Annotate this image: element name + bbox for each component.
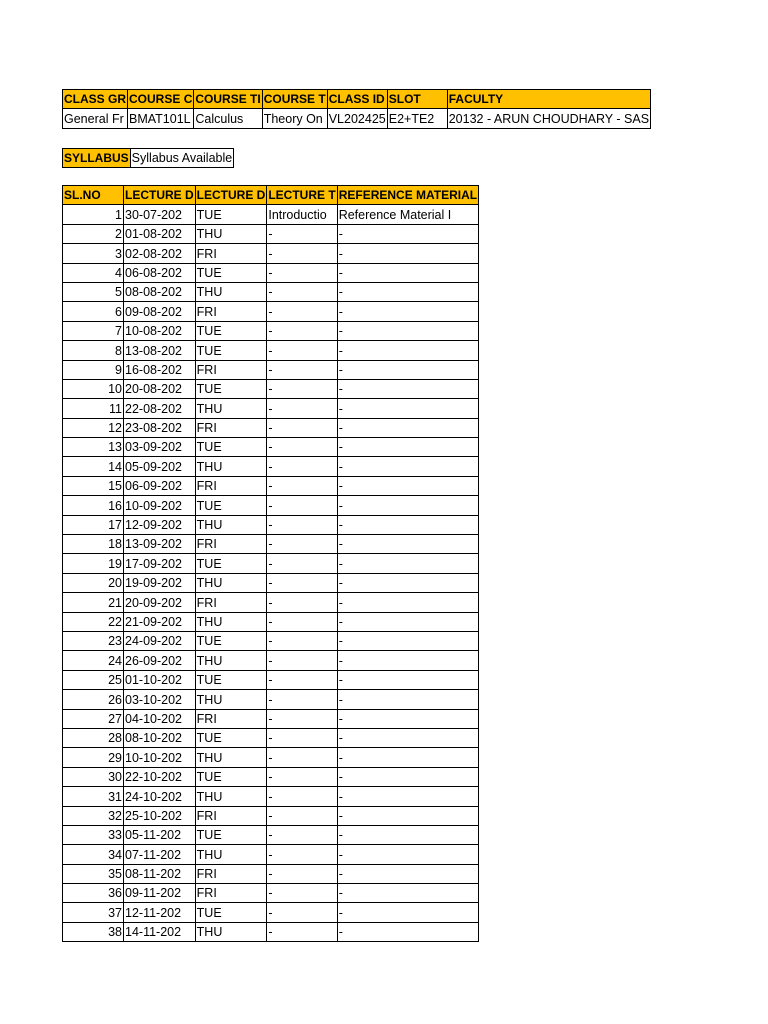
- lecture-topic-cell: -: [267, 418, 337, 437]
- reference-material-cell: [337, 476, 478, 495]
- lecture-date-cell: 07-11-202: [124, 845, 196, 864]
- lecture-topic-cell: -: [267, 341, 337, 360]
- reference-material-text: -: [338, 362, 343, 377]
- lecture-date-cell: 20-08-202: [124, 379, 196, 398]
- header-lecture-topic: LECTURE T: [267, 186, 337, 205]
- sl-no-cell: 18: [63, 535, 124, 554]
- lecture-date-cell: 03-10-202: [124, 690, 196, 709]
- lecture-day-cell: TUE: [195, 554, 267, 573]
- table-row: [63, 496, 479, 515]
- lecture-topic-cell: -: [267, 224, 337, 243]
- lecture-day-cell: FRI: [195, 709, 267, 728]
- lecture-topic-cell: Introductio: [267, 205, 337, 224]
- lecture-topic-cell: -: [267, 593, 337, 612]
- lecture-day-cell: THU: [195, 651, 267, 670]
- lecture-date-cell: 06-08-202: [124, 263, 196, 282]
- lecture-day-cell: TUE: [195, 379, 267, 398]
- lecture-day-cell: TUE: [195, 825, 267, 844]
- header-course-title: COURSE TI: [194, 90, 262, 109]
- lecture-topic-cell: -: [267, 767, 337, 786]
- table-row: [63, 787, 479, 806]
- sl-no-cell: 10: [63, 379, 124, 398]
- header-lecture-day: LECTURE D: [195, 186, 267, 205]
- sl-no-cell: 36: [63, 884, 124, 903]
- lecture-topic-cell: -: [267, 845, 337, 864]
- lecture-topic-cell: -: [267, 535, 337, 554]
- reference-material-text: -: [338, 808, 343, 823]
- sl-no-cell: 21: [63, 593, 124, 612]
- reference-material-text: -: [338, 401, 343, 416]
- lecture-body: [63, 205, 479, 942]
- lecture-day-cell: FRI: [195, 593, 267, 612]
- reference-material-text: -: [338, 653, 343, 668]
- sl-no-cell: 30: [63, 767, 124, 786]
- course-info-header-row: [63, 90, 651, 109]
- sl-no-cell: 35: [63, 864, 124, 883]
- course-info-value-row: [63, 109, 651, 128]
- lecture-date-cell: 08-08-202: [124, 282, 196, 301]
- lecture-date-cell: 17-09-202: [124, 554, 196, 573]
- course-code-value: BMAT101L: [128, 109, 194, 128]
- lecture-topic-cell: -: [267, 728, 337, 747]
- lecture-date-cell: 01-10-202: [124, 670, 196, 689]
- sl-no-cell: 22: [63, 612, 124, 631]
- reference-material-cell: [337, 341, 478, 360]
- lecture-topic-cell: -: [267, 573, 337, 592]
- lecture-topic-cell: -: [267, 457, 337, 476]
- lecture-topic-cell: -: [267, 515, 337, 534]
- syllabus-value: [130, 149, 234, 168]
- reference-material-text: -: [338, 789, 343, 804]
- reference-material-cell: [337, 670, 478, 689]
- reference-material-cell: [337, 515, 478, 534]
- lecture-topic-cell: -: [267, 399, 337, 418]
- header-lecture-date: LECTURE D: [124, 186, 196, 205]
- reference-material-text: -: [338, 498, 343, 513]
- table-row: [63, 418, 479, 437]
- lecture-date-cell: 30-07-202: [124, 205, 196, 224]
- reference-material-cell: [337, 282, 478, 301]
- lecture-date-cell: 23-08-202: [124, 418, 196, 437]
- sl-no-cell: 17: [63, 515, 124, 534]
- table-row: [63, 767, 479, 786]
- lecture-date-cell: 10-08-202: [124, 321, 196, 340]
- lecture-date-cell: 09-11-202: [124, 884, 196, 903]
- reference-material-cell: [337, 787, 478, 806]
- sl-no-cell: 5: [63, 282, 124, 301]
- table-row: [63, 263, 479, 282]
- lecture-topic-cell: -: [267, 651, 337, 670]
- lecture-day-cell: TUE: [195, 631, 267, 650]
- lecture-topic-cell: -: [267, 690, 337, 709]
- reference-material-cell: [337, 263, 478, 282]
- lecture-topic-cell: -: [267, 496, 337, 515]
- syllabus-table: [62, 148, 234, 168]
- course-info-table: [62, 89, 651, 129]
- table-row: [63, 399, 479, 418]
- lecture-topic-cell: -: [267, 884, 337, 903]
- reference-material-text: -: [338, 265, 343, 280]
- lecture-day-cell: THU: [195, 224, 267, 243]
- reference-material-text: -: [338, 828, 343, 843]
- table-row: [63, 205, 479, 224]
- reference-material-text: -: [338, 556, 343, 571]
- lecture-day-cell: FRI: [195, 244, 267, 263]
- table-row: [63, 341, 479, 360]
- table-row: [63, 476, 479, 495]
- table-row: [63, 224, 479, 243]
- reference-material-cell: [337, 224, 478, 243]
- table-row: [63, 728, 479, 747]
- lecture-topic-cell: -: [267, 244, 337, 263]
- reference-material-text: -: [338, 692, 343, 707]
- reference-material-text: -: [338, 847, 343, 862]
- lecture-topic-cell: -: [267, 709, 337, 728]
- reference-material-cell: [337, 845, 478, 864]
- lecture-date-cell: 09-08-202: [124, 302, 196, 321]
- reference-material-text: -: [338, 421, 343, 436]
- sl-no-cell: 34: [63, 845, 124, 864]
- lecture-day-cell: FRI: [195, 476, 267, 495]
- lecture-day-cell: TUE: [195, 438, 267, 457]
- lecture-day-cell: THU: [195, 787, 267, 806]
- lecture-day-cell: FRI: [195, 806, 267, 825]
- reference-material-cell: [337, 205, 478, 224]
- reference-material-cell: [337, 767, 478, 786]
- sl-no-cell: 38: [63, 922, 124, 941]
- lecture-topic-cell: -: [267, 864, 337, 883]
- reference-material-text: -: [338, 440, 343, 455]
- table-row: [63, 457, 479, 476]
- reference-material-text: -: [338, 343, 343, 358]
- lecture-topic-cell: -: [267, 379, 337, 398]
- header-class-group: CLASS GR: [63, 90, 128, 109]
- sl-no-cell: 20: [63, 573, 124, 592]
- lecture-topic-cell: -: [267, 263, 337, 282]
- lecture-topic-cell: -: [267, 554, 337, 573]
- reference-material-cell: [337, 884, 478, 903]
- lecture-day-cell: FRI: [195, 418, 267, 437]
- faculty-value-text: 20132 - ARUN CHOUDHARY - SAS: [448, 111, 650, 126]
- lecture-day-cell: THU: [195, 690, 267, 709]
- reference-material-cell: [337, 864, 478, 883]
- lecture-day-cell: TUE: [195, 263, 267, 282]
- reference-material-text: -: [338, 382, 343, 397]
- reference-material-cell: [337, 573, 478, 592]
- table-row: [63, 282, 479, 301]
- reference-material-text: -: [338, 576, 343, 591]
- table-row: [63, 593, 479, 612]
- lecture-day-cell: THU: [195, 515, 267, 534]
- reference-material-cell: [337, 554, 478, 573]
- table-row: [63, 535, 479, 554]
- header-slot: SLOT: [387, 90, 447, 109]
- lecture-day-cell: TUE: [195, 670, 267, 689]
- sl-no-cell: 9: [63, 360, 124, 379]
- table-row: [63, 438, 479, 457]
- lecture-day-cell: FRI: [195, 360, 267, 379]
- reference-material-cell: [337, 244, 478, 263]
- lecture-date-cell: 26-09-202: [124, 651, 196, 670]
- lecture-topic-cell: -: [267, 302, 337, 321]
- reference-material-text: -: [338, 614, 343, 629]
- table-row: [63, 651, 479, 670]
- reference-material-text: -: [338, 518, 343, 533]
- lecture-date-cell: 08-11-202: [124, 864, 196, 883]
- lecture-topic-cell: -: [267, 476, 337, 495]
- reference-material-cell: [337, 903, 478, 922]
- lecture-topic-cell: -: [267, 631, 337, 650]
- lecture-date-cell: 12-11-202: [124, 903, 196, 922]
- reference-material-text: -: [338, 673, 343, 688]
- reference-material-text: -: [338, 886, 343, 901]
- table-row: [63, 554, 479, 573]
- header-class-id: CLASS ID: [327, 90, 387, 109]
- reference-material-cell: [337, 418, 478, 437]
- lecture-topic-cell: -: [267, 612, 337, 631]
- reference-material-cell: [337, 631, 478, 650]
- syllabus-row: [63, 149, 234, 168]
- lecture-topic-cell: -: [267, 825, 337, 844]
- lecture-day-cell: TUE: [195, 903, 267, 922]
- table-row: [63, 515, 479, 534]
- lecture-day-cell: FRI: [195, 864, 267, 883]
- lecture-day-cell: TUE: [195, 767, 267, 786]
- lecture-date-cell: 24-10-202: [124, 787, 196, 806]
- lecture-date-cell: 04-10-202: [124, 709, 196, 728]
- faculty-value: [447, 109, 650, 128]
- reference-material-text: Reference Material I: [338, 207, 452, 222]
- sl-no-cell: 27: [63, 709, 124, 728]
- lecture-date-cell: 08-10-202: [124, 728, 196, 747]
- lecture-date-cell: 12-09-202: [124, 515, 196, 534]
- reference-material-text: -: [338, 925, 343, 940]
- lecture-day-cell: THU: [195, 845, 267, 864]
- lecture-date-cell: 24-09-202: [124, 631, 196, 650]
- lecture-date-cell: 16-08-202: [124, 360, 196, 379]
- lecture-topic-cell: -: [267, 360, 337, 379]
- sl-no-cell: 7: [63, 321, 124, 340]
- sl-no-cell: 1: [63, 205, 124, 224]
- reference-material-text: -: [338, 459, 343, 474]
- lecture-day-cell: THU: [195, 748, 267, 767]
- reference-material-cell: [337, 651, 478, 670]
- table-row: [63, 573, 479, 592]
- table-row: [63, 302, 479, 321]
- header-faculty: FACULTY: [447, 90, 650, 109]
- lecture-header-row: [63, 186, 479, 205]
- reference-material-text: -: [338, 324, 343, 339]
- reference-material-cell: [337, 379, 478, 398]
- lecture-topic-cell: -: [267, 321, 337, 340]
- lecture-date-cell: 25-10-202: [124, 806, 196, 825]
- course-type-value: Theory On: [262, 109, 327, 128]
- table-row: [63, 379, 479, 398]
- lecture-day-cell: FRI: [195, 535, 267, 554]
- reference-material-text: -: [338, 285, 343, 300]
- table-row: [63, 825, 479, 844]
- sl-no-cell: 29: [63, 748, 124, 767]
- table-row: [63, 670, 479, 689]
- sl-no-cell: 33: [63, 825, 124, 844]
- sl-no-cell: 11: [63, 399, 124, 418]
- table-row: [63, 903, 479, 922]
- reference-material-cell: [337, 922, 478, 941]
- sl-no-cell: 4: [63, 263, 124, 282]
- reference-material-cell: [337, 806, 478, 825]
- reference-material-text: -: [338, 634, 343, 649]
- reference-material-text: -: [338, 905, 343, 920]
- lecture-date-cell: 02-08-202: [124, 244, 196, 263]
- reference-material-cell: [337, 690, 478, 709]
- lecture-date-cell: 10-09-202: [124, 496, 196, 515]
- lecture-day-cell: THU: [195, 399, 267, 418]
- reference-material-text: -: [338, 770, 343, 785]
- lecture-topic-cell: -: [267, 438, 337, 457]
- table-row: [63, 244, 479, 263]
- sl-no-cell: 19: [63, 554, 124, 573]
- sl-no-cell: 15: [63, 476, 124, 495]
- lecture-date-cell: 05-09-202: [124, 457, 196, 476]
- table-row: [63, 321, 479, 340]
- sl-no-cell: 2: [63, 224, 124, 243]
- table-row: [63, 709, 479, 728]
- lecture-date-cell: 01-08-202: [124, 224, 196, 243]
- lecture-date-cell: 19-09-202: [124, 573, 196, 592]
- sl-no-cell: 37: [63, 903, 124, 922]
- reference-material-cell: [337, 438, 478, 457]
- sl-no-cell: 25: [63, 670, 124, 689]
- reference-material-text: -: [338, 711, 343, 726]
- sl-no-cell: 13: [63, 438, 124, 457]
- reference-material-text: -: [338, 867, 343, 882]
- sl-no-cell: 6: [63, 302, 124, 321]
- lecture-topic-cell: -: [267, 787, 337, 806]
- table-row: [63, 806, 479, 825]
- sl-no-cell: 31: [63, 787, 124, 806]
- lecture-day-cell: TUE: [195, 728, 267, 747]
- table-row: [63, 884, 479, 903]
- reference-material-cell: [337, 457, 478, 476]
- lecture-topic-cell: -: [267, 806, 337, 825]
- header-sl-no: SL.NO: [63, 186, 124, 205]
- syllabus-label: SYLLABUS: [63, 149, 131, 168]
- reference-material-text: -: [338, 595, 343, 610]
- table-row: [63, 922, 479, 941]
- lecture-day-cell: FRI: [195, 302, 267, 321]
- sl-no-cell: 12: [63, 418, 124, 437]
- lecture-day-cell: FRI: [195, 884, 267, 903]
- header-course-type: COURSE T: [262, 90, 327, 109]
- lecture-day-cell: THU: [195, 457, 267, 476]
- lecture-day-cell: TUE: [195, 496, 267, 515]
- course-title-value: Calculus: [194, 109, 262, 128]
- header-reference-material-text: REFERENCE MATERIAL: [338, 188, 478, 203]
- header-reference-material: [337, 186, 478, 205]
- table-row: [63, 612, 479, 631]
- table-row: [63, 360, 479, 379]
- sl-no-cell: 23: [63, 631, 124, 650]
- sl-no-cell: 3: [63, 244, 124, 263]
- sl-no-cell: 28: [63, 728, 124, 747]
- lecture-date-cell: 22-08-202: [124, 399, 196, 418]
- reference-material-text: -: [338, 304, 343, 319]
- sl-no-cell: 16: [63, 496, 124, 515]
- reference-material-cell: [337, 612, 478, 631]
- reference-material-cell: [337, 360, 478, 379]
- sl-no-cell: 8: [63, 341, 124, 360]
- reference-material-cell: [337, 321, 478, 340]
- lecture-date-cell: 06-09-202: [124, 476, 196, 495]
- sl-no-cell: 24: [63, 651, 124, 670]
- lecture-day-cell: THU: [195, 282, 267, 301]
- reference-material-cell: [337, 496, 478, 515]
- lecture-topic-cell: -: [267, 282, 337, 301]
- reference-material-cell: [337, 825, 478, 844]
- table-row: [63, 748, 479, 767]
- class-id-value: VL202425: [327, 109, 387, 128]
- lecture-topic-cell: -: [267, 748, 337, 767]
- lecture-date-cell: 13-09-202: [124, 535, 196, 554]
- class-group-value: General Fr: [63, 109, 128, 128]
- reference-material-cell: [337, 593, 478, 612]
- lecture-day-cell: THU: [195, 922, 267, 941]
- reference-material-text: -: [338, 479, 343, 494]
- lecture-date-cell: 05-11-202: [124, 825, 196, 844]
- lecture-topic-cell: -: [267, 903, 337, 922]
- lecture-day-cell: TUE: [195, 341, 267, 360]
- lecture-day-cell: THU: [195, 573, 267, 592]
- lecture-date-cell: 22-10-202: [124, 767, 196, 786]
- reference-material-cell: [337, 399, 478, 418]
- sl-no-cell: 26: [63, 690, 124, 709]
- lecture-table: [62, 185, 479, 942]
- table-row: [63, 690, 479, 709]
- reference-material-text: -: [338, 537, 343, 552]
- header-course-code: COURSE C: [128, 90, 194, 109]
- reference-material-text: -: [338, 750, 343, 765]
- reference-material-text: -: [338, 731, 343, 746]
- lecture-date-cell: 21-09-202: [124, 612, 196, 631]
- reference-material-cell: [337, 302, 478, 321]
- lecture-date-cell: 03-09-202: [124, 438, 196, 457]
- lecture-day-cell: TUE: [195, 321, 267, 340]
- lecture-topic-cell: -: [267, 670, 337, 689]
- reference-material-text: -: [338, 227, 343, 242]
- lecture-topic-cell: -: [267, 922, 337, 941]
- lecture-date-cell: 13-08-202: [124, 341, 196, 360]
- table-row: [63, 864, 479, 883]
- lecture-date-cell: 14-11-202: [124, 922, 196, 941]
- lecture-date-cell: 20-09-202: [124, 593, 196, 612]
- table-row: [63, 631, 479, 650]
- reference-material-cell: [337, 728, 478, 747]
- sl-no-cell: 14: [63, 457, 124, 476]
- slot-value: E2+TE2: [387, 109, 447, 128]
- lecture-day-cell: TUE: [195, 205, 267, 224]
- reference-material-cell: [337, 709, 478, 728]
- reference-material-cell: [337, 748, 478, 767]
- reference-material-cell: [337, 535, 478, 554]
- lecture-date-cell: 10-10-202: [124, 748, 196, 767]
- table-row: [63, 845, 479, 864]
- reference-material-text: -: [338, 246, 343, 261]
- sl-no-cell: 32: [63, 806, 124, 825]
- syllabus-value-text: Syllabus Available: [131, 151, 233, 166]
- lecture-day-cell: THU: [195, 612, 267, 631]
